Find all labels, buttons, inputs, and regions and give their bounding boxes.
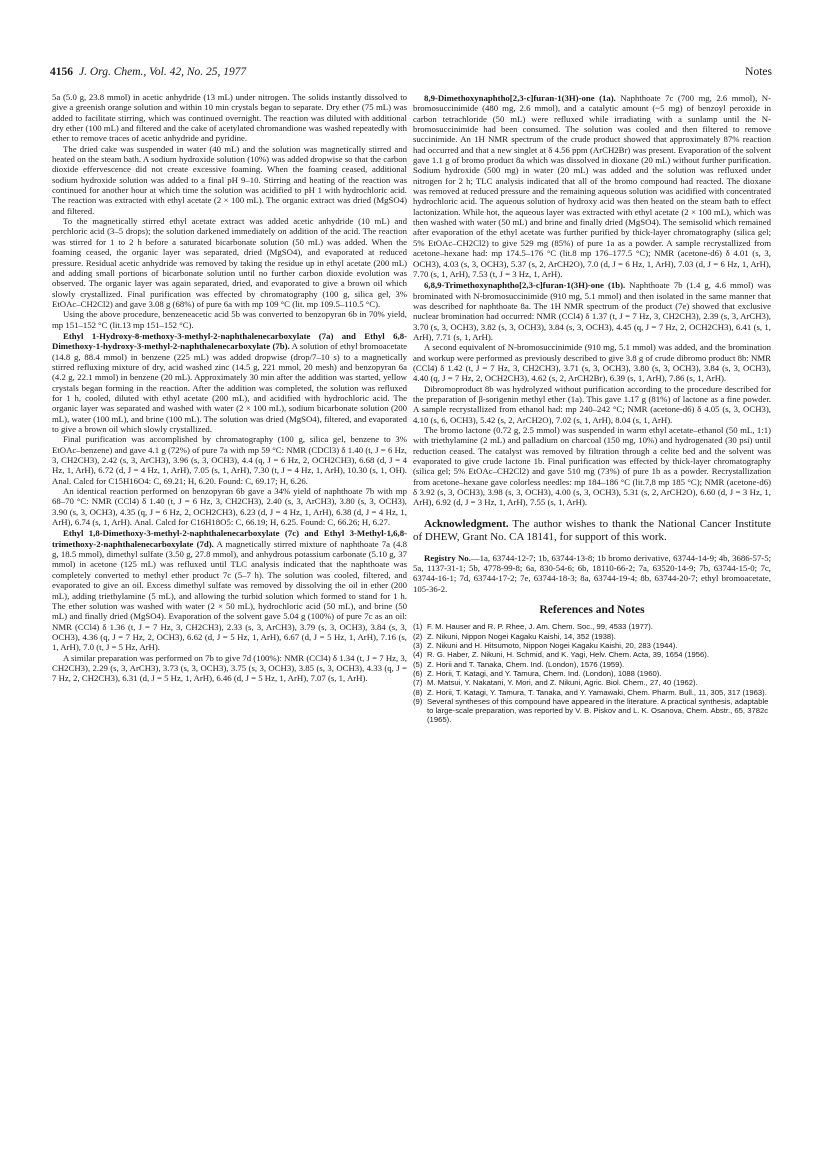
section-heading: Ethyl 1,8-Dimethoxy-3-methyl-2-naphthalenecarboxylate (7c) and Ethyl 3-Methyl-1,6,8-trimethoxy-2-naphthalenecarboxylate (7d). <box>52 528 407 549</box>
paragraph-text: A second equivalent of N-bromosuccinimide (910 mg, 5.1 mmol) was added, and the bromination and workup were performed as previously described to give 3.8 g of crude dibromo product 8b: NMR (CCl4) δ 1.42 (t, J = 7 Hz, 3, CH2CH3), 3.71 (s, 3, OCH3), 3.80 (s, 3, OCH3), 3.84 (s, 3, OCH3), 4.40 (q, J = 7 Hz, 2, OCH2CH3), 4.62 (s, 2, ArCH2Br), 6.39 (s, 1, ArH), 7.86 (s, 1, ArH). <box>413 342 771 384</box>
reference-number: (5) <box>413 659 423 669</box>
reference-item <box>413 632 771 641</box>
references-title: References and Notes <box>539 604 645 617</box>
paragraph-text: An identical reaction performed on benzopyran 6b gave a 34% yield of naphthoate 7b with mp 68–70 °C: NMR (CCl4) δ 1.40 (t, J = 6 Hz, 3, CH2CH3), 2.40 (s, 3, ArCH3), 3.80 (s, 3, OCH3), 3.90 (s, 3, OCH3), 4.35 (q, J = 6 Hz, 2, OCH2CH3), 6.23 (d, J = 4 Hz, 1, ArH), 6.38 (d, J = 4 Hz, 1, ArH), 6.74 (s, 1, ArH). Anal. Calcd for C16H18O5: C, 66.19; H, 6.25. Found: C, 66.26; H, 6.27. <box>52 486 407 528</box>
page-header <box>50 66 772 82</box>
paragraph-text: To the magnetically stirred ethyl acetate extract was added acetic anhydride (10 mL) and perchloric acid (3–5 drops); the solution darkened immediately on addition of the acid. The reaction was stirred for 1 to 2 h before a saturated bicarbonate solution (50 mL) was added. When the foaming ceased, the organic layer was separated, dried (MgSO4), and evaporated at reduced pressure. Residual acetic anhydride was removed by taking the residue up in ethyl acetate (200 mL) and adding small portions of bicarbonate solution until no further carbon dioxide evolution was observed. The organic layer was again separated, dried, and evaporated to give a brown oil which slowly crystallized. Final purification was effected by chromatography (100 g, silica gel, 3% EtOAc–CH2Cl2) and gave 3.08 g (68%) of pure 6a with mp 109 °C (lit. mp 109.5–110.5 °C). <box>52 216 407 309</box>
reference-text: Z. Horii, T. Katagi, Y. Tamura, T. Tanaka, and Y. Yamawaki, Chem. Pharm. Bull., 11, 305, 317 (1963). <box>427 687 767 697</box>
reference-text: M. Matsui, Y. Nakatani, Y. Mori, and Z. Nikuni, Agric. Biol. Chem., 27, 40 (1962). <box>427 678 698 688</box>
paragraph <box>52 92 407 144</box>
registry-numbers <box>413 553 771 594</box>
paragraph-text: A solution of ethyl bromoacetate (14.8 g, 88.4 mmol) in benzene (225 mL) was added dropwise (drop/7–10 s) to a magnetically stirred refluxing mixture of dry, acid washed zinc (14.5 g, 221 mmol, 20 mesh) and benzopyran 6a (4.2 g, 22.1 mmol) in benzene (20 mL). Approximately 30 min after the addition was started, yellow crystals began forming in the reaction. After the addition was completed, the solution was refluxed for 1 h, cooled, diluted with ethyl acetate (200 mL), and acidified with hydrochloric acid. The organic layer was separated and washed with water (2 × 100 mL), sodium bicarbonate solution (200 mL), water (100 mL), and brine (100 mL). The solution was dried (MgSO4), filtered, and evaporated to give a brown oil which slowly crystallized. <box>52 341 408 434</box>
reference-number: (7) <box>413 678 423 688</box>
acknowledgment-heading: Acknowledgment. <box>424 517 509 530</box>
paragraph-text: Naphthoate 7c (700 mg, 2.6 mmol), N-bromosuccinimide (480 mg, 2.6 mmol), and a catalytic amount (~5 mg) of benzoyl peroxide in carbon tetrachloride (50 mL) were refluxed while irradiating with a sunlamp until the N-bromosuccinimide had been consumed. The solution was cooled and then filtered to remove succinimide. An 1H NMR spectrum of the crude product showed that approximately 87% reaction had occurred and that a new singlet at δ 4.56 ppm (ArCH2Br) was present. Evaporation of the solvent gave 1.1 g of bromo product 8a which was dissolved in dioxane (20 mL) without further purification. Sodium hydroxide (500 mg) in water (20 mL) was added and the solution was refluxed under nitrogen for 2 h; TLC analysis indicated that all of the bromo compound had reacted. The dioxane was removed at reduced pressure and the remaining aqueous solution was acidified with concentrated hydrochloric acid. The aqueous solution of hydroxy acid was then heated on the steam bath to effect lactonization. While hot, the aqueous layer was extracted with ethyl acetate (2 × 100 mL), which was then washed with water (50 mL) and brine and finally dried (MgSO4). The semisolid which remained after evaporation of the ethyl acetate was further purified by thick-layer chromatography (silica gel; 5% EtOAc–CH2Cl2) to give 529 mg (85%) of pure 1a as a powder. A sample recrystallized from acetone–hexane had: mp 174.5–176 °C (lit.8 mp 176–177.5 °C); NMR (acetone-d6) δ 4.01 (s, 3, OCH3), 4.03 (s, 3, OCH3), 5.37 (s, 2, ArCH2O), 7.0 (d, J = 6 Hz, 1, ArH), 7.03 (d, J = 6 Hz, 1, ArH), 7.70 (s, 1, ArH), 7.53 (t, J = 3 Hz, 1, ArH). <box>413 93 771 279</box>
reference-item <box>413 669 771 678</box>
reference-item <box>413 678 771 687</box>
paragraph-text: Using the above procedure, benzeneacetic acid 5b was converted to benzopyran 6b in 70% yield, mp 151–152 °C (lit.13 mp 151–152 °C). <box>52 309 407 330</box>
paragraph <box>52 331 407 434</box>
registry-heading: Registry No. <box>424 552 471 563</box>
paragraph <box>52 216 407 309</box>
reference-item <box>413 660 771 669</box>
paragraph <box>52 309 407 330</box>
section-heading: Ethyl 1-Hydroxy-8-methoxy-3-methyl-2-naphthalenecarboxylate (7a) and Ethyl 6,8-Dimethoxy-1-hydroxy-3-methyl-2-naphthalenecarboxylate (7b). <box>52 330 407 352</box>
reference-number: (8) <box>413 687 423 697</box>
reference-item <box>413 688 771 697</box>
paragraph <box>413 425 771 508</box>
paragraph-text: Dibromoproduct 8b was hydrolyzed without purification according to the procedure described for the preparation of β-sorigenin methyl ether (1a). This gave 1.17 g (81%) of lactone as a fine powder. A sample recrystallized from ethanol had: mp 240–242 °C; NMR (acetone-d6) δ 4.05 (s, 3, OCH3), 4.10 (s, 6, OCH3), 5.42 (s, 2, ArCH2O), 7.02 (s, 1, ArH), 8.04 (s, 1, ArH). <box>413 383 771 425</box>
reference-text: Z. Horii, T. Katagi, and Y. Tamura, Chem. Ind. (London), 1088 (1960). <box>427 668 662 678</box>
paragraph-text: A magnetically stirred mixture of naphthoate 7a (4.8 g, 18.5 mmol), dimethyl sulfate (3.50 g, 27.8 mmol), and anhydrous potassium carbonate (5.10 g, 37 mmol) in acetone (125 mL) was refluxed until TLC analysis indicated that the naphthoate was completely converted to methyl ether product 7c (5–7 h). The solution was cooled, filtered, and evaporated to give an oil. Excess dimethyl sulfate was removed by dissolving the oil in ether (200 mL), adding triethylamine (5 mL), and allowing the turbid solution which formed to stand for 1 h. The ether solution was washed with water (2 × 50 mL), hydrochloric acid (50 mL), and brine (50 mL) and finally dried (MgSO4). Evaporation of the solvent gave 5.04 g (100%) of pure 7c as an oil: NMR (CCl4) δ 1.36 (t, J = 7 Hz, 3, CH2CH3), 2.33 (s, 3, ArCH3), 3.79 (s, 3, OCH3), 3.84 (s, 3, OCH3), 4.36 (q, J = 7 Hz, 2, OCH3), 6.62 (d, J = 5 Hz, 1, ArH), 6.67 (d, J = 5 Hz, 1, ArH), 7.16 (s, 1, ArH), 7.0 (t, J = 5 Hz, ArH). <box>52 538 407 653</box>
reference-number: (3) <box>413 641 423 651</box>
journal-citation: J. Org. Chem., Vol. 42, No. 25, 1977 <box>79 66 247 78</box>
reference-number: (1) <box>413 622 423 632</box>
reference-item <box>413 650 771 659</box>
reference-text: R. G. Haber, Z. Nikuni, H. Schmid, and K. Yagi, Helv. Chem. Acta, 39, 1654 (1956). <box>427 650 710 660</box>
reference-text: F. M. Hauser and R. P. Rhee, J. Am. Chem. Soc., 99, 4533 (1977). <box>427 622 653 632</box>
reference-text: Several syntheses of this compound have appeared in the literature. A practical synthesis, adaptable to large-scale preparation, was reported by V. B. Piskov and L. K. Osanova, Chem. Abstr., 65, 3782c (1965). <box>427 696 769 725</box>
acknowledgment-text: The author wishes to thank the National Cancer Institute of DHEW, Grant No. CA 18141, for support of this work. <box>413 517 771 543</box>
right-column <box>413 92 771 725</box>
paragraph-text: The bromo lactone (0.72 g, 2.5 mmol) was suspended in warm ethyl acetate–ethanol (50 mL, 1:1) with triethylamine (2 mL) and palladium on charcoal (150 mg, 10%) and hydrogenated (30 psi) until reduction ceased. The catalyst was removed by filtration through a celite bed and the solvent was evaporated to give crude lactone 1b. Final purification was effected by thick-layer chromatography (silica gel; 5% EtOAc–CH2Cl2) and gave 510 mg (73%) of pure 1b as a powder. Recrystallization from acetone–hexane gave colorless needles: mp 184–186 °C (lit.7,8 mp 185 °C); NMR (acetone-d6) δ 3.92 (s, 3, OCH3), 3.98 (s, 3, OCH3), 4.00 (s, 3, OCH3), 5.31 (s, 2, ArCH2O), 6.60 (d, J = 3 Hz, 1, ArH), 6.92 (d, J = 3 Hz, 1, ArH), 7.55 (s, 1, ArH). <box>413 425 771 508</box>
paragraph <box>413 384 771 425</box>
left-column <box>52 92 407 684</box>
paragraph-text: 5a (5.0 g, 23.8 mmol) in acetic anhydride (13 mL) under nitrogen. The solids instantly dissolved to give a greenish orange solution and within 10 min crystals began to separate. Dry ether (75 mL) was added to facilitate stirring, which was continued overnight. The reaction was diluted with additional dry ether (100 mL) and filtered and the cake of acetylated chromandione was washed repeatedly with ether to remove traces of acetic anhydride and pyridine. <box>52 92 407 144</box>
reference-item <box>413 622 771 631</box>
paragraph <box>52 653 407 684</box>
page-number: 4156 <box>50 66 73 78</box>
paragraph-text: Naphthoate 7b (1.4 g, 4.6 mmol) was brominated with N-bromosuccinimide (910 mg, 5.1 mmol) and then isolated in the same manner that was described for naphthoate 8a. The 1H NMR spectrum of the product (7e) showed that exclusive nuclear bromination had occurred: NMR (CCl4) δ 1.37 (t, J = 7 Hz, 3, CH2CH3), 2.39 (s, 3, ArCH3), 3.70 (s, 3, OCH3), 3.82 (s, 3, OCH3), 3.84 (s, 3, OCH3), 4.45 (q, J = 7 Hz, 2, OCH2CH3), 6.41 (s, 1, ArH), 7.71 (s, 1, ArH). <box>413 280 772 342</box>
paragraph-text: Final purification was accomplished by chromatography (100 g, silica gel, benzene to 3% EtOAc–benzene) and gave 4.1 g (72%) of pure 7a with mp 59 °C: NMR (CDCl3) δ 1.40 (t, J = 6 Hz, 3, CH2CH3), 2.42 (s, 3, ArCH3), 3.96 (s, 3, OCH3), 4.4 (q, J = 6 Hz, 2, OCH2CH3), 6.68 (d, J = 4 Hz, 1, ArH), 6.72 (d, J = 4 Hz, 1, ArH), 7.05 (s, 1, ArH), 7.30 (t, J = 4 Hz, 1, ArH), 10.30 (s, 1, OH). Anal. Calcd for C15H16O4: C, 69.21; H, 6.20. Found: C, 69.17; H, 6.26. <box>52 434 407 486</box>
paragraph <box>52 144 407 216</box>
paragraph-text: A similar preparation was performed on 7b to give 7d (100%): NMR (CCl4) δ 1.34 (t, J = 7 Hz, 3, CH2CH3), 2.29 (s, 3, ArCH3), 3.73 (s, 3, OCH3), 3.75 (s, 3, OCH3), 3.85 (s, 3, OCH3), 4.33 (q, J = 7 Hz, 2, CH2CH3), 6.31 (d, J = 5 Hz, 1, ArH), 6.46 (d, J = 5 Hz, 1, ArH), 7.07 (s, 1, ArH). <box>52 652 407 684</box>
reference-number: (9) <box>413 696 423 706</box>
paragraph <box>413 93 771 279</box>
paragraph <box>52 486 407 527</box>
section-heading: 6,8,9-Trimethoxynaphtho[2,3-c]furan-1(3H)-one (1b). <box>424 280 626 291</box>
reference-item <box>413 641 771 650</box>
paragraph <box>413 280 771 342</box>
reference-item <box>413 697 771 725</box>
paragraph <box>52 528 407 652</box>
reference-number: (6) <box>413 668 423 678</box>
reference-text: Z. Nikuni, Nippon Nogei Kagaku Kaishi, 14, 352 (1938). <box>427 631 616 641</box>
paragraph <box>52 434 407 486</box>
registry-text: —1a, 63744-12-7; 1b, 63744-13-8; 1b bromo derivative, 63744-14-9; 4b, 3686-57-5; 5a, 1137-31-1; 5b, 4778-99-8; 6a, 830-54-6; 6b, 18110-66-2; 7a, 63520-14-9; 7b, 63744-15-0; 7c, 63744-16-1; 7d, 63744-17-2; 7e, 63744-18-3; 8a, 63744-19-4; 8b, 63744-20-7; ethyl bromoacetate, 105-36-2. <box>413 552 771 594</box>
acknowledgment <box>413 518 771 544</box>
reference-text: Z. Nikuni and H. Hitsumoto, Nippon Nogei Kagaku Kaishi, 20, 283 (1944). <box>427 641 678 651</box>
paragraph-text: The dried cake was suspended in water (40 mL) and the solution was magnetically stirred and heated on the steam bath. A sodium hydroxide solution (10%) was added dropwise so that the carbon dioxide effervescence did not create excessive foaming. When the foaming ceased, additional sodium hydroxide solution was added to a final pH 9–10. Stirring and heating of the reaction was continued for another hour at which time the solution was acidified to pH 1 with hydrochloric acid. The reaction was extracted with ethyl acetate (2 × 100 mL). The organic extract was dried (MgSO4) and filtered. <box>52 143 407 216</box>
paragraph <box>413 342 771 383</box>
right-column-body <box>413 93 771 508</box>
reference-text: Z. Horii and T. Tanaka, Chem. Ind. (London), 1576 (1959). <box>427 659 625 669</box>
reference-number: (4) <box>413 650 423 660</box>
section-label: Notes <box>745 66 772 78</box>
reference-number: (2) <box>413 631 423 641</box>
references-list <box>413 622 771 724</box>
section-heading: 8,9-Dimethoxynaphtho[2,3-c]furan-1(3H)-one (1a). <box>424 93 616 103</box>
